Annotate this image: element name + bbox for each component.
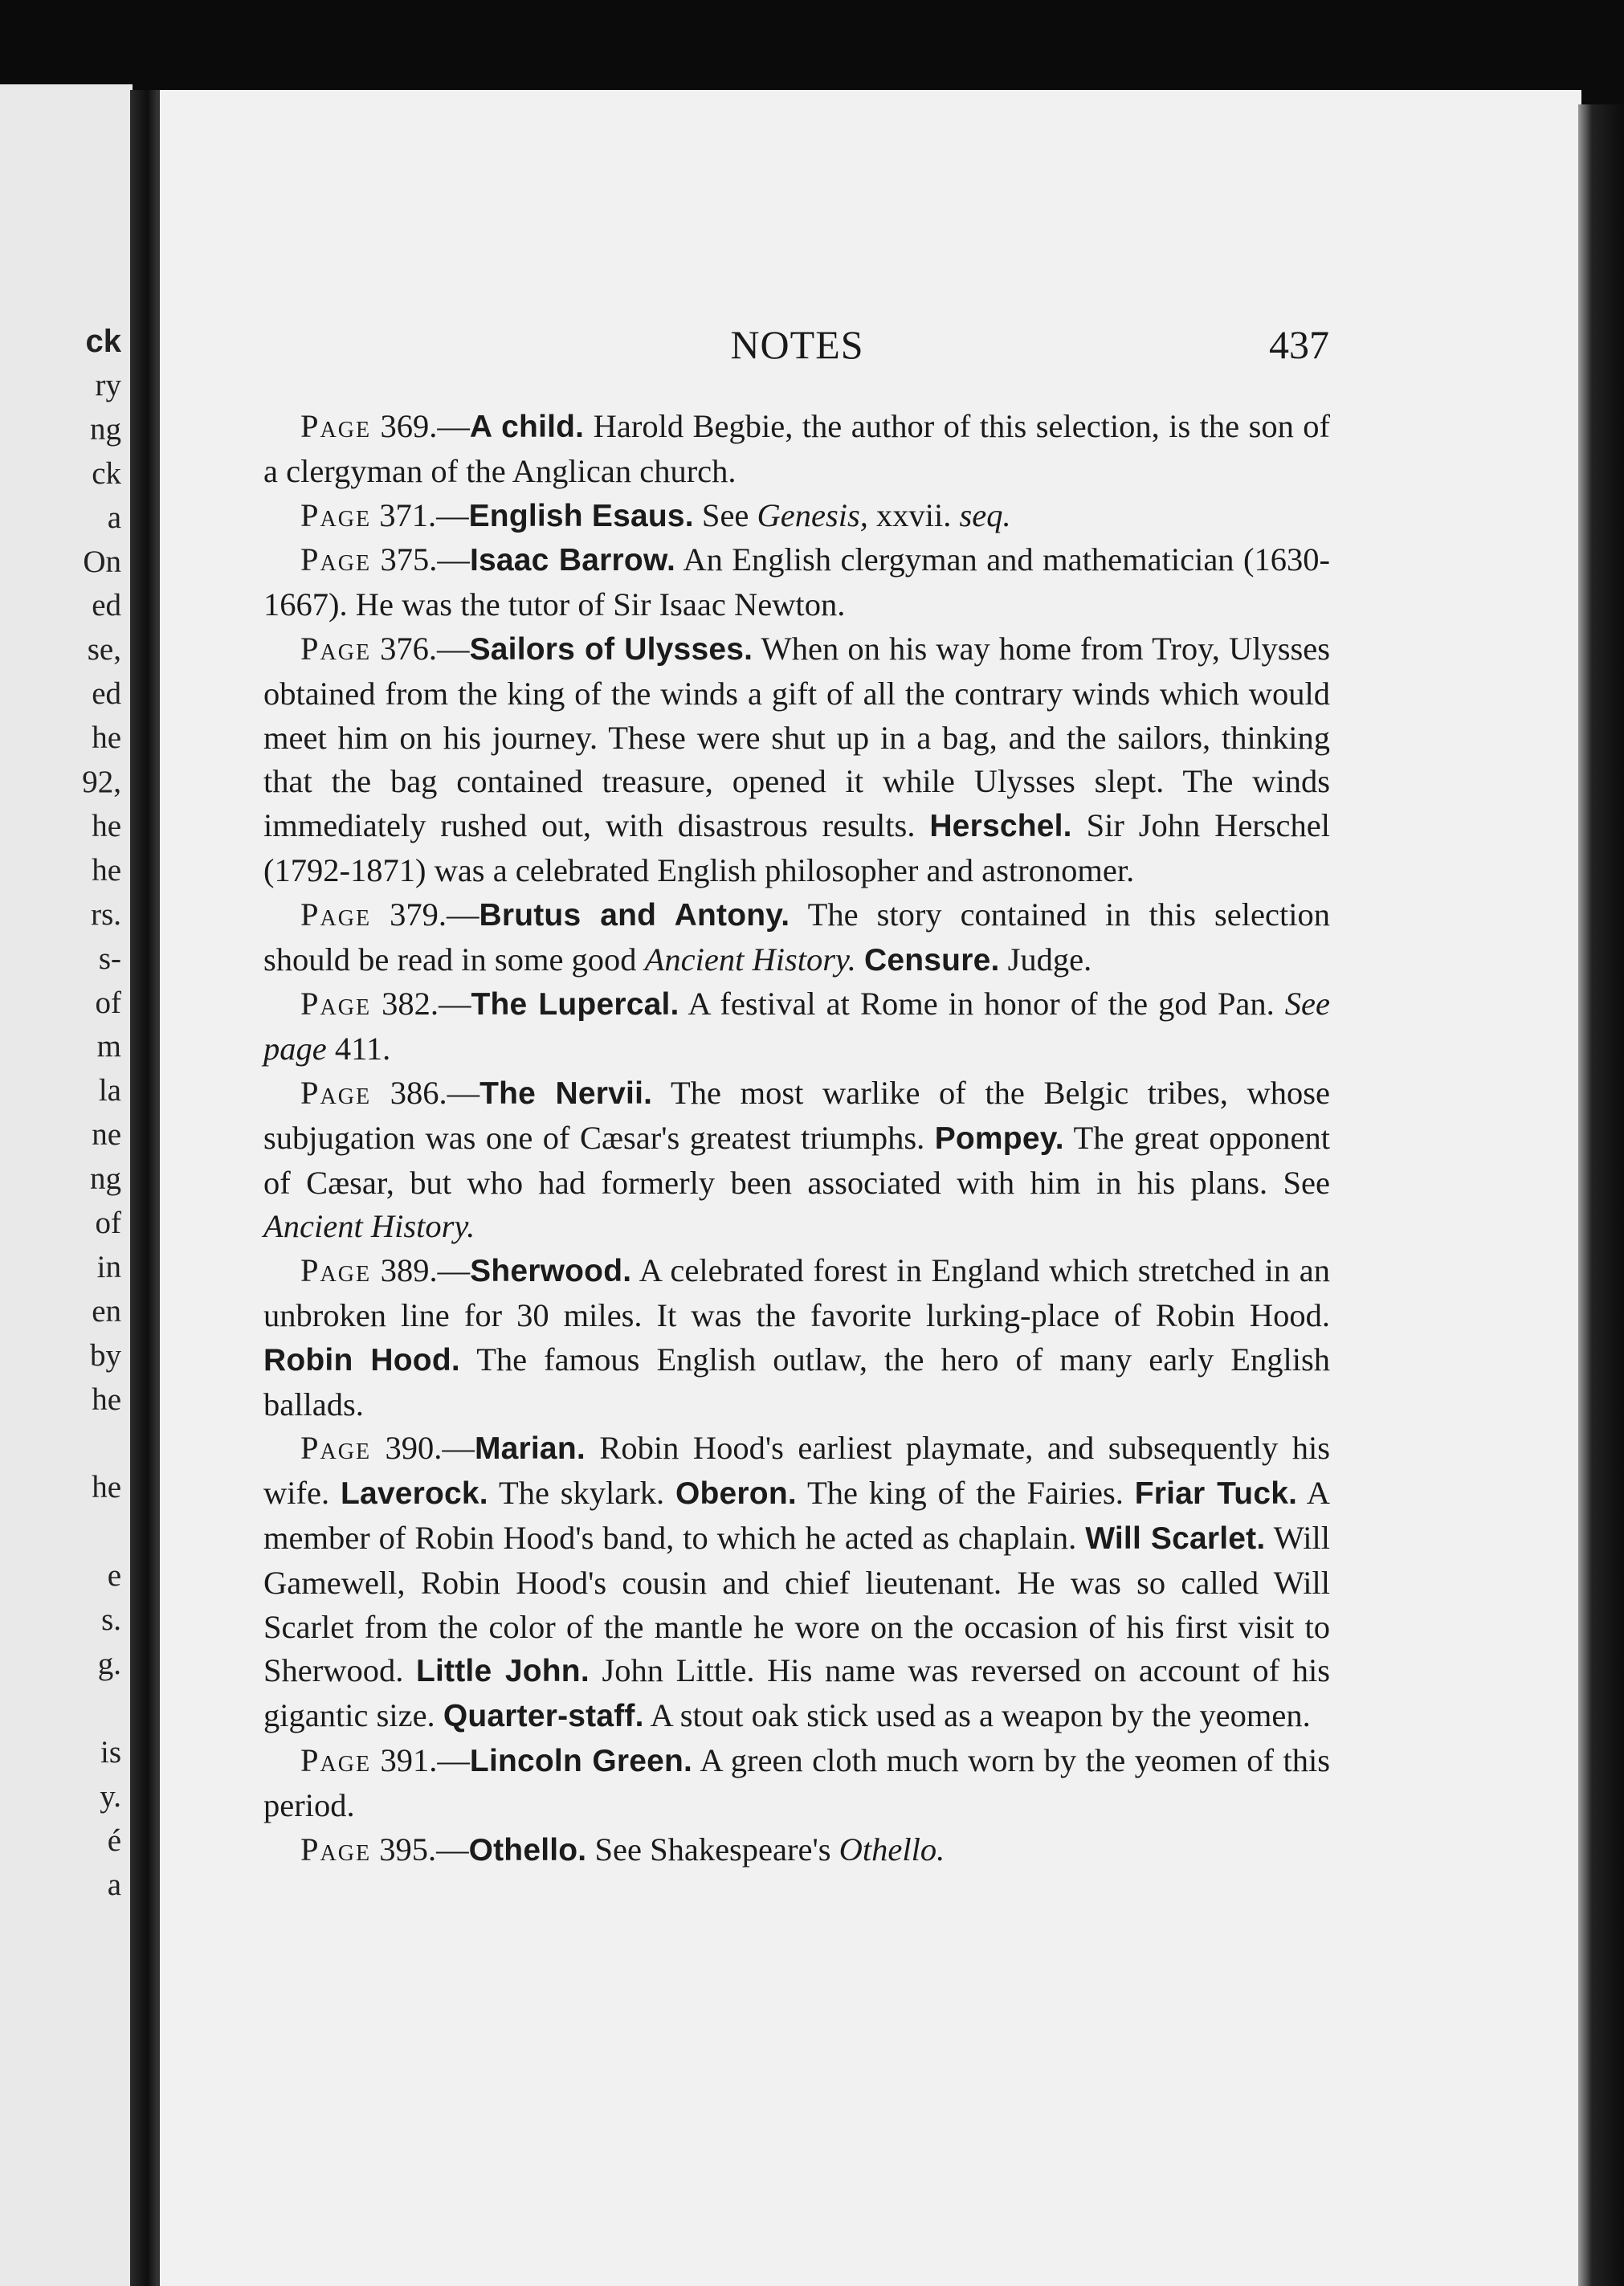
note-term: Laverock. (340, 1476, 488, 1512)
note-term: Othello. (468, 1832, 587, 1868)
note-text: A green cloth much worn by the yeomen of this period. (263, 1741, 1330, 1823)
note-text: The king of the Fairies. (796, 1475, 1135, 1512)
note-text: 386.— (371, 1074, 480, 1111)
note-text: Robin Hood's earliest playmate, and subsequently his wife. (263, 1430, 1331, 1512)
facing-page-fragment: ed (92, 676, 121, 712)
facing-page-fragment: y. (100, 1778, 121, 1814)
facing-page-fragment: he (92, 1470, 121, 1505)
facing-page-fragment: a (107, 500, 121, 535)
italic-ref: See page (263, 986, 1330, 1067)
note-text: 391.— (371, 1741, 470, 1778)
page-label: Page (300, 408, 372, 444)
note-text: When on his way home from Troy, Ulysses obtained from the king of the winds a gift of all the contrary winds which would meet him on his journey. These were shut up in a bag, and the sailors, thinking that the bag contained treasure, opened it while Ulysses slept. The winds immediately rushed out, with disastrous results. (263, 630, 1330, 844)
facing-page-fragment: he (92, 808, 121, 843)
running-title: NOTES (730, 322, 864, 367)
italic-ref: Ancient History. (644, 941, 856, 978)
note-paragraph (263, 1828, 1330, 1873)
note-paragraph (263, 1072, 1330, 1249)
note-paragraph (263, 538, 1330, 627)
note-text: John Little. His name was reversed on account of his gigantic size. (263, 1652, 1330, 1734)
facing-page-fragment: rs. (91, 896, 121, 932)
note-text: 411. (326, 1031, 391, 1067)
note-term: Quarter-staff. (443, 1699, 644, 1734)
note-text: See Shakespeare's (586, 1831, 839, 1868)
page-label: Page (300, 1430, 372, 1467)
note-text: The great opponent of Cæsar, but who had formerly been associated with him in his plans. See (263, 1119, 1330, 1201)
page-label: Page (300, 1831, 372, 1868)
facing-page-fragment: a (107, 1867, 121, 1902)
note-text: 390.— (371, 1430, 475, 1467)
page-edge-shadow (1578, 104, 1624, 2286)
note-term: Brutus and Antony. (479, 897, 790, 933)
facing-page-fragment: e (107, 1558, 121, 1594)
italic-ref: Othello. (839, 1831, 945, 1868)
note-text: 376.— (371, 630, 470, 667)
facing-page-fragment: he (92, 1382, 121, 1417)
facing-page-fragment: ng (90, 1161, 121, 1197)
note-term: Will Scarlet. (1085, 1521, 1266, 1556)
facing-page-fragment: of (95, 985, 121, 1020)
note-text: A celebrated forest in England which stretched in an unbroken line for 30 miles. It was the favorite lurking-place of Robin Hood. (263, 1252, 1331, 1333)
note-term: Sailors of Ulysses. (469, 631, 753, 667)
note-text: Will Gamewell, Robin Hood's cousin and chief lieutenant. He was so called Will Scarlet from the color of the mantle he wore on the occasion of his first visit to Sherwood. (263, 1519, 1331, 1689)
facing-page-fragment: of (95, 1206, 121, 1240)
note-term: English Esaus. (468, 498, 694, 533)
note-paragraph (263, 1427, 1330, 1739)
note-term: The Lupercal. (471, 987, 679, 1023)
note-term: Friar Tuck. (1134, 1476, 1298, 1512)
facing-page-fragment: ry (95, 367, 121, 402)
note-term: Herschel. (929, 809, 1072, 844)
note-text: A stout oak stick used as a weapon by the yeomen. (643, 1697, 1311, 1734)
italic-ref: Ancient History. (263, 1208, 475, 1245)
note-term: Censure. (864, 942, 1000, 978)
note-text: Judge. (999, 941, 1092, 978)
note-text: The story contained in this selection should be read in some good (263, 896, 1330, 978)
facing-page-fragment: ne (92, 1117, 121, 1153)
note-term: Isaac Barrow. (469, 543, 676, 578)
note-text: A festival at Rome in honor of the god Pan. (679, 986, 1285, 1023)
page-label: Page (300, 896, 372, 933)
notes-body (263, 405, 1330, 1872)
facing-page-fragment: s. (101, 1602, 121, 1638)
facing-page-fragment: On (83, 544, 121, 579)
facing-page-fragment: m (96, 1029, 121, 1064)
page-label: Page (300, 1741, 372, 1778)
page-label: Page (300, 541, 372, 578)
note-term: Marian. (474, 1431, 586, 1467)
facing-page-fragment: ed (92, 588, 121, 623)
note-term: Pompey. (934, 1121, 1064, 1156)
note-paragraph (263, 893, 1330, 983)
note-term: A child. (469, 410, 585, 444)
facing-page-fragment: en (92, 1293, 121, 1329)
note-paragraph (263, 627, 1330, 893)
note-term: Little John. (415, 1654, 590, 1689)
note-term: Lincoln Green. (469, 1743, 693, 1778)
note-text: 382.— (371, 986, 471, 1023)
facing-page-fragment: 92, (82, 765, 121, 799)
note-text: 369.— (371, 408, 470, 444)
note-text: The skylark. (488, 1475, 675, 1512)
facing-page-fragment: se, (87, 632, 121, 667)
note-term: Sherwood. (470, 1254, 632, 1289)
facing-page-fragment: by (90, 1337, 121, 1373)
facing-page-fragment: ck (85, 324, 121, 359)
facing-page-fragment: ng (90, 411, 121, 447)
facing-page-fragment: in (96, 1249, 121, 1284)
page-label: Page (300, 1074, 372, 1111)
note-paragraph (263, 405, 1330, 494)
note-text: 379.— (371, 896, 479, 933)
note-text: Sir John Herschel (1792-1871) was a celebrated English philosopher and astronomer. (263, 807, 1330, 888)
note-term: Oberon. (675, 1476, 797, 1512)
note-text: 389.— (371, 1252, 471, 1289)
facing-page-fragment: he (92, 720, 121, 756)
page-label: Page (300, 1252, 372, 1289)
note-text: The most warlike of the Belgic tribes, whose subjugation was one of Cæsar's greatest triumphs. (263, 1074, 1330, 1156)
facing-page-fragment: s- (98, 941, 121, 976)
facing-page (0, 84, 133, 2286)
note-paragraph (263, 1249, 1330, 1427)
facing-page-fragment: he (92, 852, 121, 888)
italic-ref: Genesis, (757, 496, 868, 533)
italic-ref: seq. (959, 496, 1011, 533)
note-text: See (693, 496, 757, 533)
note-paragraph (263, 494, 1330, 539)
facing-page-fragment: is (100, 1734, 121, 1770)
facing-page-fragment: ck (92, 455, 121, 491)
note-text: 375.— (371, 541, 470, 578)
facing-page-fragment: é (107, 1823, 121, 1858)
page-label: Page (300, 986, 372, 1023)
note-text: 395.— (371, 1831, 469, 1868)
facing-page-fragment: g. (97, 1647, 121, 1681)
running-header (265, 321, 1329, 369)
note-text: 371.— (371, 496, 469, 533)
page-label: Page (300, 630, 372, 667)
note-term: The Nervii. (479, 1076, 653, 1111)
note-text: The famous English outlaw, the hero of many early English ballads. (263, 1341, 1330, 1423)
note-text: An English clergyman and mathematician (1630-1667). He was the tutor of Sir Isaac Newton. (263, 541, 1330, 623)
book-spine (130, 90, 159, 2286)
note-text: Harold Begbie, the author of this selection, is the son of a clergyman of the Anglican church. (263, 408, 1331, 489)
note-text: xxvii. (867, 496, 960, 533)
note-paragraph (263, 1739, 1330, 1828)
note-text: A member of Robin Hood's band, to which he acted as chaplain. (263, 1475, 1330, 1556)
note-paragraph (263, 982, 1330, 1072)
page-number: 437 (1269, 322, 1329, 367)
facing-page-fragment: la (98, 1073, 121, 1108)
page-label: Page (300, 496, 372, 533)
note-text (856, 941, 864, 978)
note-term: Robin Hood. (263, 1342, 460, 1378)
